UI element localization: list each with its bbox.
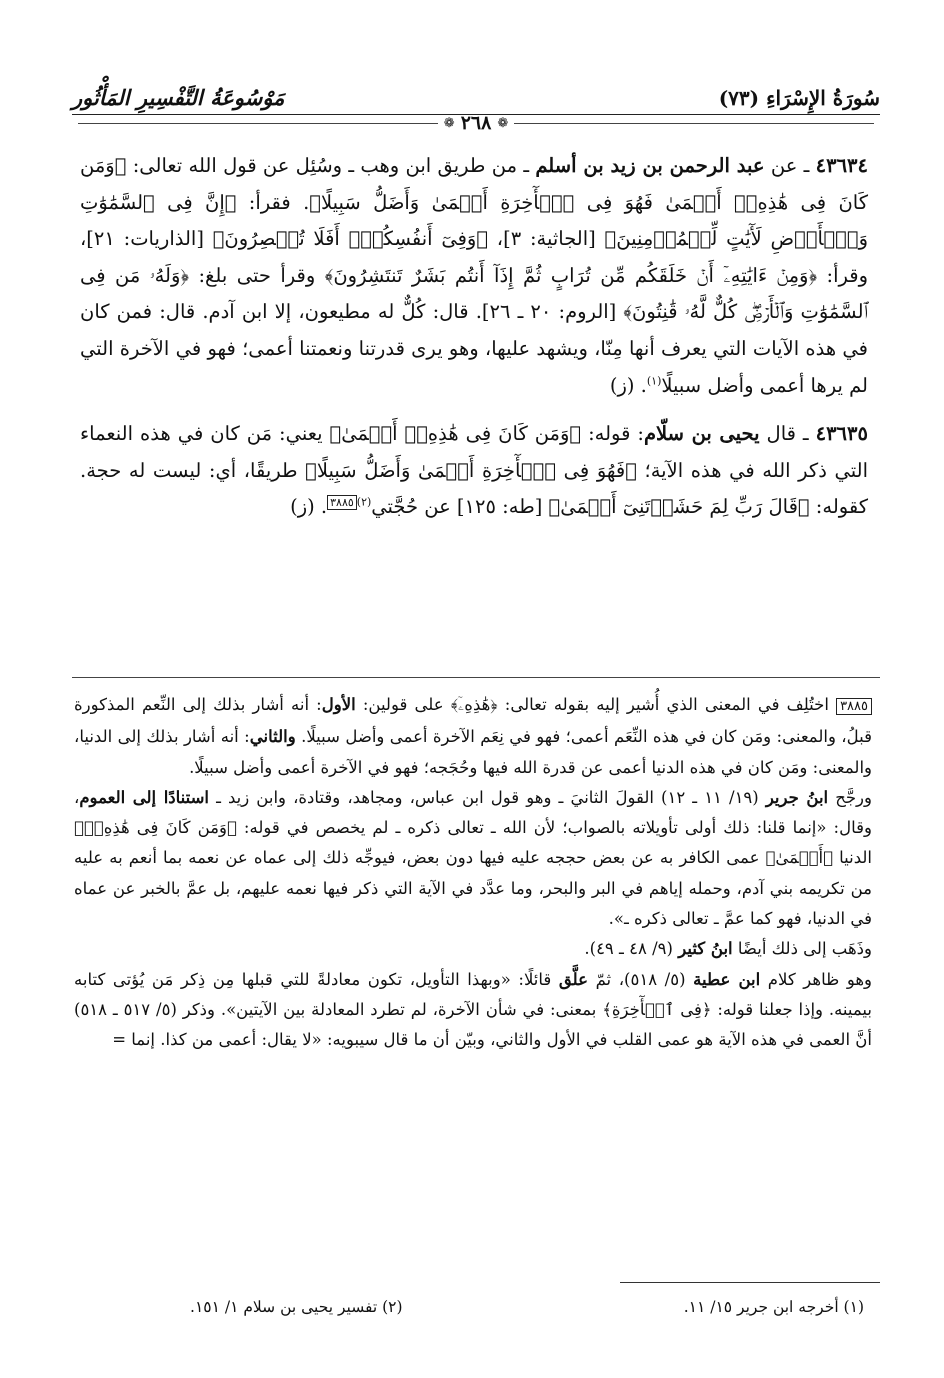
scholar-name: ابنُ جرير <box>765 787 829 807</box>
commentary-text: ورجَّح <box>828 787 872 807</box>
footnote-2: (٢) تفسير يحيى بن سلام ١/ ١٥١. <box>190 1298 403 1316</box>
running-header <box>72 78 880 110</box>
fleuron-icon: ❁ <box>497 115 509 131</box>
commentary-verb: علَّق <box>558 969 588 989</box>
page-number: ٢٦٨ <box>460 112 492 134</box>
footnote-1: (١) أخرجه ابن جرير ١٥/ ١١. <box>683 1298 864 1316</box>
book-title: مَوْسُوعَةُ التَّفْسِيرِ المَأْثُور <box>72 85 285 110</box>
commentary-paragraph <box>74 965 872 1056</box>
commentary-paragraph <box>74 690 872 783</box>
ornament-line-left <box>78 123 438 124</box>
entry-body: : قوله: ﴿وَمَن كَانَ فِى هَٰذِهِۦٓ أَعۡمَىٰ﴾ يعني: مَن كان في هذه النعماء التي ذكر الله في هذه الآية؛ ﴿فَهُوَ فِى ٱلۡأٓخِرَةِ أَعۡمَىٰ وَأَضَلُّ سَبِيلًا﴾ طريقًا، أي: ليست له حجة. كقوله: ﴿قَالَ رَبِّ لِمَ حَشَرۡتَنِىٓ أَعۡمَىٰ﴾ [طه: ١٢٥] عن حُجَّتي <box>80 422 868 519</box>
basis-label: استنادًا إلى العموم <box>79 787 210 807</box>
entry-body: ـ من طريق ابن وهب ـ وسُئِل عن قول الله تعالى: ﴿وَمَن كَانَ فِى هَٰذِهِۦٓ أَعۡمَىٰ فَهُوَ فِى ٱلۡأٓخِرَةِ أَعۡمَىٰ وَأَضَلُّ سَبِيلًا﴾. فقرأ: ﴿إِنَّ فِى ٱلسَّمَٰوَٰتِ وَٱلۡأَرۡضِ لَأٓيَٰتٍ لِّلۡمُؤۡمِنِينَ﴾ [الجاثية: ٣]، ﴿وَفِىٓ أَنفُسِكُمۡۚ أَفَلَا تُبۡصِرُونَ﴾ [الذاريات: ٢١]، وقرأ: ﴿وَمِنۡ ءَايَٰتِهِۦٓ أَنۡ خَلَقَكُم مِّن تُرَابٍ ثُمَّ إِذَآ أَنتُم بَشَرٌ تَنتَشِرُونَ﴾ وقرأ حتى بلغ: ﴿وَلَهُۥ مَن فِى ٱلسَّمَٰوَٰتِ وَٱلۡأَرۡضِۖ كُلٌّ لَّهُۥ قَٰنِتُونَ﴾ [الروم: ٢٠ ـ ٢٦]. قال: كُلٌّ له مطيعون، إلا ابن آدم. قال: فمن كان في هذه الآيات التي يعرف أنها مِنّا، ويشهد عليها، وهو يرى قدرتنا ونعمتنا أعمى؛ فهو في الآخرة التي لم يرها أعمى وأضل سبيلًا <box>80 154 868 397</box>
entry-tail: . (ز) <box>290 495 328 519</box>
surah-title: سُورَةُ الإِسْرَاءِ (٧٣) <box>718 86 880 110</box>
commentary-text: (٩/ ٤٨ ـ ٤٩). <box>584 939 679 959</box>
commentary-paragraph <box>74 934 872 964</box>
ornament-line-right <box>514 123 874 124</box>
commentary-text: قائلًا: «وبهذا التأويل، تكون معادلةً للتي قبلها مِن ذِكر مَن يُؤتى كتابه بيمينه. وإذا جعلنا قوله: ﴿فِى ٱلۡأٓخِرَةِ﴾ بمعنى: في شأن الآخرة، لم تطرد المعادلة بين الآيتين». وذكر (٥/ ٥١٧ ـ ٥١٨) أنَّ العمى في هذه الآية هو عمى القلب في الأول والثاني، وبيّن أن ما قال سيبويه: «لا يقال: أعمى من كذا. إنما = <box>74 969 872 1050</box>
footnote-ref: (١) <box>646 374 662 388</box>
commentary <box>74 690 872 1056</box>
footnotes <box>190 1298 864 1316</box>
entry-author: عبد الرحمن بن زيد بن أسلم <box>535 154 765 177</box>
commentary-text: : أنه أشار بذلك إلى الدنيا، والمعنى: ومَن كان في هذه الدنيا أعمى عن قدرة الله فيها وحُجَجه؛ فهو في الآخرة أعمى وأضل سبيلًا. <box>74 727 872 777</box>
scholar-name: ابن عطية <box>693 969 761 989</box>
entry-number: ٤٣٦٣٥ <box>815 422 868 446</box>
commentary-separator <box>72 677 880 678</box>
footnote-ref: (٢) <box>356 495 372 509</box>
second-opinion-label: والثاني <box>249 727 296 747</box>
commentary-ref-box: ٣٨٨٥ <box>327 495 357 510</box>
commentary-text: : أنه أشار بذلك إلى النِّعم المذكورة قبلُ، والمعنى: ومَن كان في هذه النِّعَم أعمى؛ فهو في نِعَم الآخرة أعمى وأضل سبيلًا. <box>74 695 872 747</box>
commentary-text: اختُلِف في المعنى الذي أُشير إليه بقوله تعالى: ﴿هَٰذِهِۦٓ﴾ على قولين: <box>355 695 837 714</box>
entry <box>80 416 868 526</box>
entry-intro: ـ عن <box>764 154 816 177</box>
page-number-row <box>72 112 880 134</box>
commentary-number-box: ٣٨٨٥ <box>836 698 872 715</box>
entry-number: ٤٣٦٣٤ <box>815 154 868 177</box>
main-text <box>80 148 868 538</box>
first-opinion-label: الأول <box>321 695 356 714</box>
commentary-text: (١٩/ ١١ ـ ١٢) القولَ الثانيَ ـ وهو قول ابن عباس، ومجاهد، وقتادة، وابن زيد ـ <box>209 787 766 807</box>
commentary-text: وذَهَب إلى ذلك أيضًا <box>732 939 872 959</box>
scholar-name: ابنُ كثير <box>678 939 733 959</box>
commentary-text: ، وقال: «إنما قلنا: ذلك أولى تأويلاته بالصواب؛ لأن الله ـ تعالى ذكره ـ لم يخصص في قوله: ﴿وَمَن كَانَ فِى هَٰذِهِۦٓ﴾ الدنيا ﴿أَعۡمَىٰ﴾ عمى الكافر به عن بعض حججه عليه فيها دون بعض، فيوجِّه ذلك إلى عماه عن نعمه بما أنعم به عليه من تكريمه بني آدم، وحمله إياهم في البر والبحر، وما عدَّد في الآية التي ذكر فيها نعمه عليهم، بل عمَّ بالخبر عن عماه في الدنيا، فهو كما عمَّ ـ تعالى ذكره ـ». <box>74 787 872 929</box>
commentary-text: وهو ظاهر كلام <box>760 969 873 989</box>
commentary-text: (٥/ ٥١٨)، ثمّ <box>587 969 694 989</box>
entry-tail: . (ز) <box>609 373 647 397</box>
commentary-paragraph <box>74 783 872 934</box>
entry-author: يحيى بن سلّام <box>643 422 760 446</box>
entry <box>80 148 868 404</box>
fleuron-icon: ❁ <box>443 115 455 131</box>
footnote-rule <box>620 1282 880 1283</box>
entry-intro: ـ قال <box>759 422 816 446</box>
